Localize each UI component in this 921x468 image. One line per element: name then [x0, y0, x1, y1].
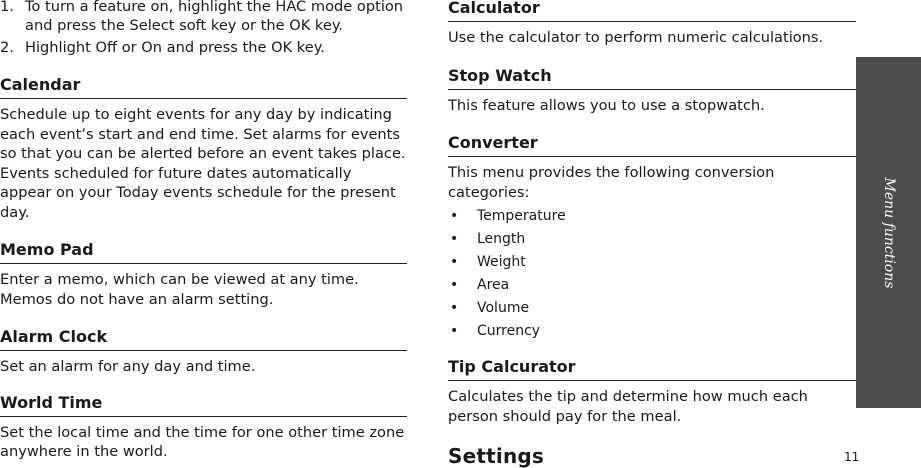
bullet: •: [450, 208, 459, 224]
converter-body: This menu provides the following conversion categories:: [448, 164, 775, 201]
intro-step: [0, 38, 407, 57]
step-text: Highlight Off or On and press the OK key.: [25, 39, 325, 56]
calculator-body: Use the calculator to perform numeric calculations.: [448, 29, 824, 46]
memo-pad-body: Enter a memo, which can be viewed at any time. Memos do not have an alarm setting.: [0, 271, 359, 308]
intro-step: [0, 0, 407, 35]
step-text: To turn a feature on, highlight the HAC mode option and press the Select soft key or the OK key.: [25, 0, 404, 34]
alarm-clock-body: Set an alarm for any day and time.: [0, 358, 256, 375]
world-time-heading: World Time: [0, 393, 407, 417]
alarm-clock-heading: Alarm Clock: [0, 327, 407, 351]
step-number: 2.: [0, 39, 14, 56]
tab-label: Menu functions: [880, 177, 897, 288]
list-item: • Weight: [448, 251, 856, 274]
converter-categories: [448, 205, 856, 343]
stop-watch-body: This feature allows you to use a stopwatch.: [448, 96, 765, 114]
intro-steps: [0, 0, 407, 57]
calendar-heading: Calendar: [0, 75, 407, 99]
left-column: [0, 0, 407, 462]
list-item: • Volume: [448, 297, 856, 320]
page-number: 11: [844, 450, 860, 464]
list-item: • Length: [448, 228, 856, 251]
bullet: •: [450, 277, 459, 293]
tip-calculator-heading: Tip Calcurator: [448, 357, 856, 381]
converter-heading: Converter: [448, 133, 856, 157]
bullet: •: [450, 323, 459, 339]
step-number: 1.: [0, 0, 14, 15]
stop-watch-heading: Stop Watch: [448, 66, 856, 90]
list-item: • Currency: [448, 320, 856, 343]
memo-pad-heading: Memo Pad: [0, 240, 407, 264]
menu-functions-tab: [856, 57, 921, 408]
list-item: • Temperature: [448, 205, 856, 228]
world-time-body: Set the local time and the time for one other time zone anywhere in the world.: [0, 423, 405, 460]
bullet: •: [450, 300, 459, 316]
calculator-heading: Calculator: [448, 0, 856, 22]
bullet: •: [450, 254, 459, 270]
calendar-body: Schedule up to eight events for any day by indicating each event’s start and end time. Set alarms for events so that you can be alerted before an event takes place. Events scheduled for future dates automatically appear on your Today events schedule for the present day.: [0, 106, 406, 221]
bullet: •: [450, 231, 459, 247]
settings-heading: Settings: [448, 444, 545, 468]
list-item: • Area: [448, 274, 856, 297]
tip-calculator-body: Calculates the tip and determine how much each person should pay for the meal.: [448, 388, 808, 425]
right-column: [448, 0, 856, 468]
